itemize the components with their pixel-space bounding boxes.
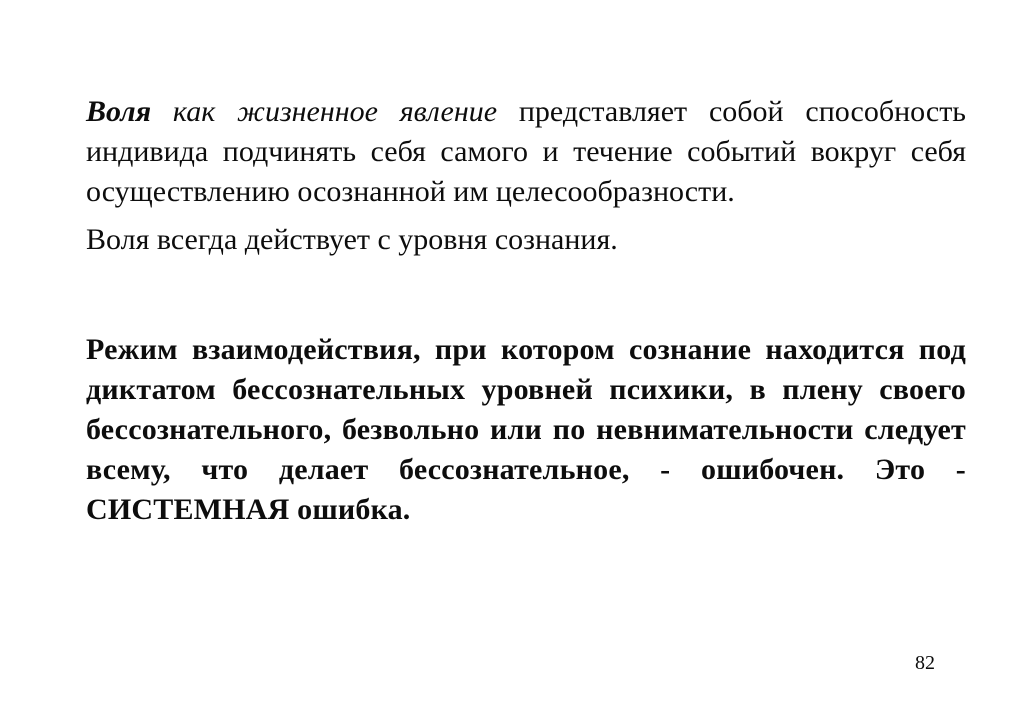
definition-paragraph [86,92,966,212]
statement-paragraph: Воля всегда действует с уровня сознания. [86,223,618,256]
bold-conclusion-paragraph: Режим взаимодействия, при котором сознание находится под диктатом бессознательных уровней психики, в плену своего бессознательного, безвольно или по невнимательности следует всему, что делает бессознательное, - ошибочен. Это - СИСТЕМНАЯ ошибка. [86,333,966,526]
definition-qualifier: как жизненное явление [172,95,498,128]
definition-term: Воля [86,95,152,128]
definition-body: представляет собой способность индивида подчинять себя самого и течение событий вокруг себя осуществлению осознанной им целесообразности. [86,95,966,208]
page-number: 82 [915,652,935,674]
